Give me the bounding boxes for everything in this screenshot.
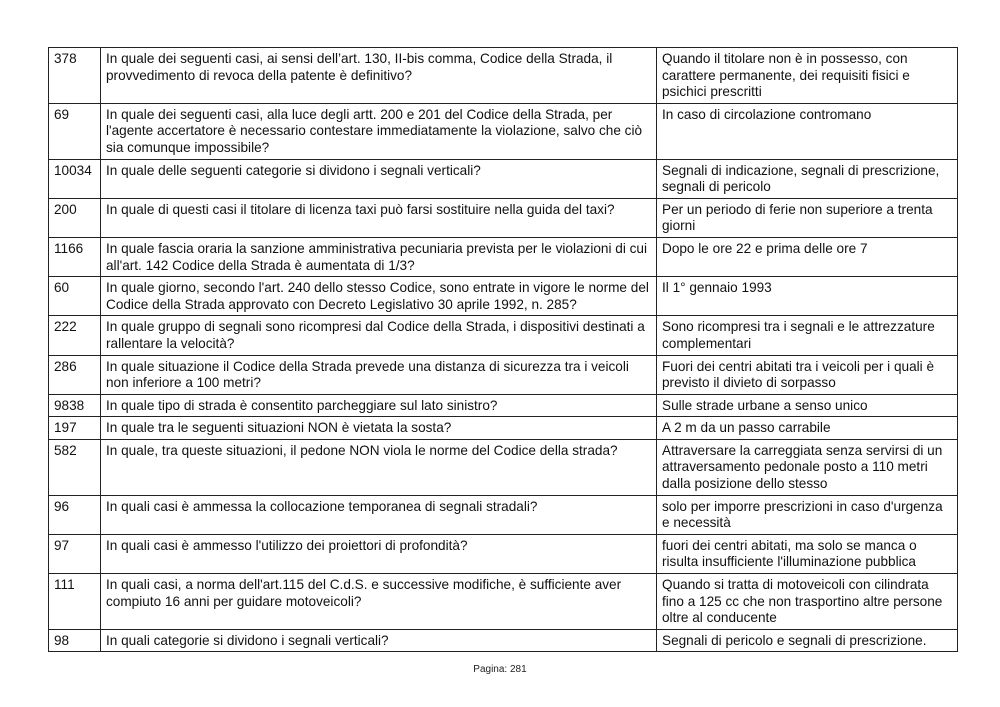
question-text: In quali casi è ammesso l'utilizzo dei proiettori di profondità? bbox=[101, 534, 657, 573]
table-row bbox=[49, 237, 958, 276]
answer-text: Sulle strade urbane a senso unico bbox=[657, 394, 958, 417]
question-text: In quale dei seguenti casi, ai sensi dell’art. 130, II-bis comma, Codice della Strada, il provvedimento di revoca della patente è definitivo? bbox=[101, 48, 657, 104]
question-id: 69 bbox=[49, 103, 101, 159]
answer-text: Dopo le ore 22 e prima delle ore 7 bbox=[657, 237, 958, 276]
question-text: In quali categorie si dividono i segnali verticali? bbox=[101, 629, 657, 652]
question-id: 1166 bbox=[49, 237, 101, 276]
table-row bbox=[49, 629, 958, 652]
qa-table-body bbox=[49, 48, 958, 652]
table-row bbox=[49, 277, 958, 316]
qa-table bbox=[48, 47, 958, 652]
question-id: 222 bbox=[49, 316, 101, 355]
question-id: 200 bbox=[49, 198, 101, 237]
question-id: 97 bbox=[49, 534, 101, 573]
question-id: 378 bbox=[49, 48, 101, 104]
question-id: 98 bbox=[49, 629, 101, 652]
table-row bbox=[49, 48, 958, 104]
question-id: 10034 bbox=[49, 159, 101, 198]
answer-text: Il 1° gennaio 1993 bbox=[657, 277, 958, 316]
question-text: In quale giorno, secondo l'art. 240 dello stesso Codice, sono entrate in vigore le norme del Codice della Strada approvato con Decreto Legislativo 30 aprile 1992, n. 285? bbox=[101, 277, 657, 316]
table-row bbox=[49, 355, 958, 394]
question-id: 111 bbox=[49, 574, 101, 630]
table-row bbox=[49, 439, 958, 495]
table-row bbox=[49, 417, 958, 440]
question-text: In quale tipo di strada è consentito parcheggiare sul lato sinistro? bbox=[101, 394, 657, 417]
question-text: In quali casi è ammessa la collocazione temporanea di segnali stradali? bbox=[101, 495, 657, 534]
answer-text: Quando il titolare non è in possesso, con carattere permanente, dei requisiti fisici e psichici prescritti bbox=[657, 48, 958, 104]
question-id: 197 bbox=[49, 417, 101, 440]
page-number: Pagina: 281 bbox=[473, 664, 527, 675]
table-row bbox=[49, 534, 958, 573]
table-row bbox=[49, 198, 958, 237]
answer-text: Fuori dei centri abitati tra i veicoli per i quali è previsto il divieto di sorpasso bbox=[657, 355, 958, 394]
answer-text: Per un periodo di ferie non superiore a trenta giorni bbox=[657, 198, 958, 237]
answer-text: Segnali di pericolo e segnali di prescrizione. bbox=[657, 629, 958, 652]
table-row bbox=[49, 495, 958, 534]
question-id: 96 bbox=[49, 495, 101, 534]
table-row bbox=[49, 574, 958, 630]
question-text: In quale situazione il Codice della Strada prevede una distanza di sicurezza tra i veicoli non inferiore a 100 metri? bbox=[101, 355, 657, 394]
answer-text: solo per imporre prescrizioni in caso d'urgenza e necessità bbox=[657, 495, 958, 534]
question-text: In quale, tra queste situazioni, il pedone NON viola le norme del Codice della strada? bbox=[101, 439, 657, 495]
question-id: 582 bbox=[49, 439, 101, 495]
answer-text: In caso di circolazione contromano bbox=[657, 103, 958, 159]
answer-text: Segnali di indicazione, segnali di prescrizione, segnali di pericolo bbox=[657, 159, 958, 198]
table-row bbox=[49, 394, 958, 417]
answer-text: Sono ricompresi tra i segnali e le attrezzature complementari bbox=[657, 316, 958, 355]
question-text: In quale gruppo di segnali sono ricompresi dal Codice della Strada, i dispositivi destinati a rallentare la velocità? bbox=[101, 316, 657, 355]
answer-text: A 2 m da un passo carrabile bbox=[657, 417, 958, 440]
question-text: In quale delle seguenti categorie si dividono i segnali verticali? bbox=[101, 159, 657, 198]
question-text: In quali casi, a norma dell'art.115 del C.d.S. e successive modifiche, è sufficiente aver compiuto 16 anni per guidare motoveicoli? bbox=[101, 574, 657, 630]
question-text: In quale fascia oraria la sanzione amministrativa pecuniaria prevista per le violazioni di cui all'art. 142 Codice della Strada è aumentata di 1/3? bbox=[101, 237, 657, 276]
table-row bbox=[49, 316, 958, 355]
question-id: 60 bbox=[49, 277, 101, 316]
question-id: 286 bbox=[49, 355, 101, 394]
question-text: In quale di questi casi il titolare di licenza taxi può farsi sostituire nella guida del taxi? bbox=[101, 198, 657, 237]
question-text: In quale dei seguenti casi, alla luce degli artt. 200 e 201 del Codice della Strada, per l'agente accertatore è necessario contestare immediatamente la violazione, salvo che ciò sia comunque impossibile? bbox=[101, 103, 657, 159]
answer-text: fuori dei centri abitati, ma solo se manca o risulta insufficiente l'illuminazione pubblica bbox=[657, 534, 958, 573]
answer-text: Quando si tratta di motoveicoli con cilindrata fino a 125 cc che non trasportino altre persone oltre al conducente bbox=[657, 574, 958, 630]
question-text: In quale tra le seguenti situazioni NON è vietata la sosta? bbox=[101, 417, 657, 440]
question-id: 9838 bbox=[49, 394, 101, 417]
table-row bbox=[49, 103, 958, 159]
table-row bbox=[49, 159, 958, 198]
answer-text: Attraversare la carreggiata senza servirsi di un attraversamento pedonale posto a 110 metri dalla posizione dello stesso bbox=[657, 439, 958, 495]
